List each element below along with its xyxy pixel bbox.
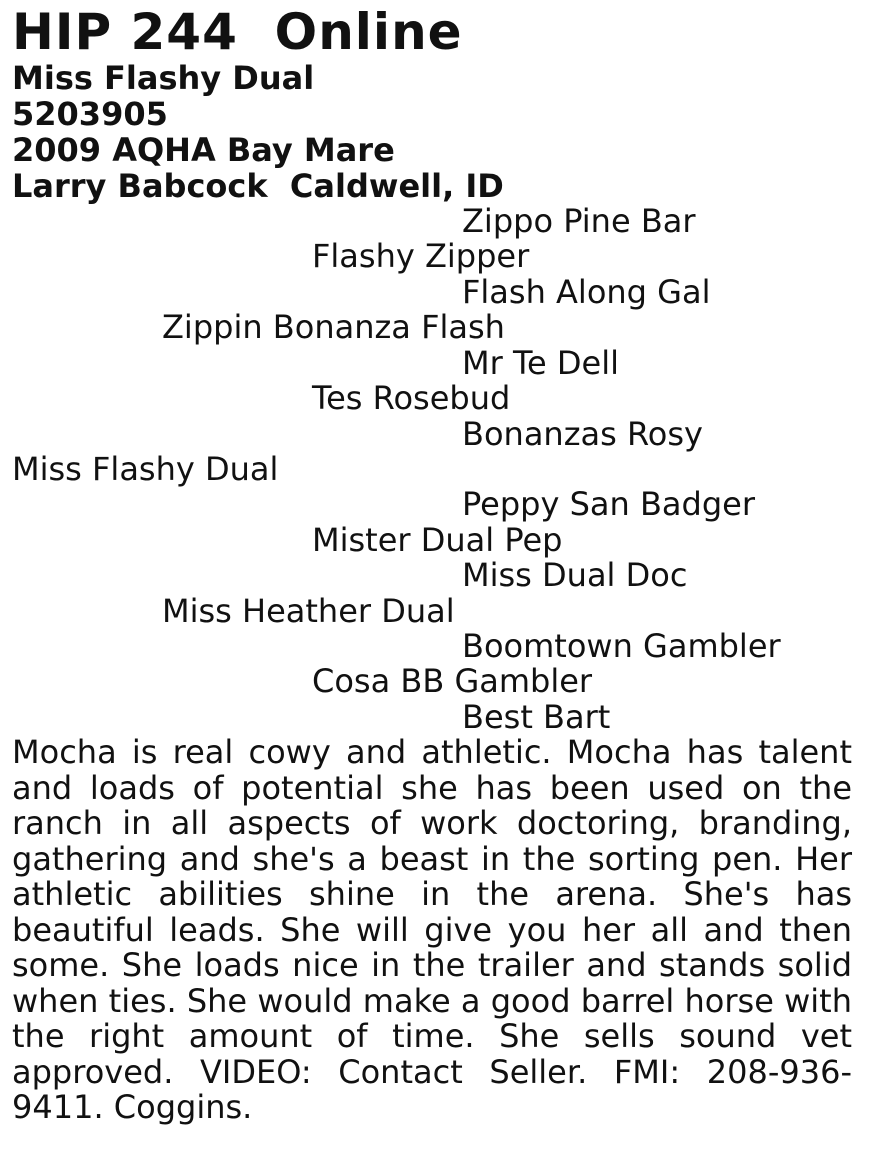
pedigree-subject: Miss Flashy Dual bbox=[12, 450, 279, 488]
pedigree-sire-dam: Tes Rosebud bbox=[312, 379, 511, 417]
pedigree-sire: Zippin Bonanza Flash bbox=[162, 308, 505, 346]
pedigree-dam-dam-dam: Best Bart bbox=[462, 698, 611, 736]
pedigree-dam-sire-sire: Peppy San Badger bbox=[462, 485, 755, 523]
pedigree-sire-sire-dam: Flash Along Gal bbox=[462, 273, 711, 311]
pedigree-sire-dam-sire: Mr Te Dell bbox=[462, 344, 620, 382]
pedigree-dam-dam-sire: Boomtown Gambler bbox=[462, 627, 781, 665]
pedigree-sire-dam-dam: Bonanzas Rosy bbox=[462, 415, 703, 453]
pedigree-dam-sire-dam: Miss Dual Doc bbox=[462, 556, 688, 594]
hip-title: HIP 244 Online bbox=[12, 3, 463, 61]
pedigree-dam-dam: Cosa BB Gambler bbox=[312, 662, 593, 700]
horse-name: Miss Flashy Dual bbox=[12, 59, 315, 97]
pedigree-sire-sire: Flashy Zipper bbox=[312, 237, 530, 275]
registration-number: 5203905 bbox=[12, 95, 168, 133]
pedigree-dam: Miss Heather Dual bbox=[162, 592, 455, 630]
horse-description: Mocha is real cowy and athletic. Mocha has talent and loads of potential she has been used on the ranch in all aspects of work doctoring, branding, gathering and she's a beast in the sorting pen. Her athletic abilities shine in the arena. She's has beautiful leads. She will give you her all and then some. She loads nice in the trailer and stands solid when ties. She would make a good barrel horse with the right amount of time. She sells sound vet approved. VIDEO: Contact Seller. FMI: 208-936-9411. Coggins. bbox=[12, 733, 852, 1126]
pedigree-dam-sire: Mister Dual Pep bbox=[312, 521, 563, 559]
pedigree-sire-sire-sire: Zippo Pine Bar bbox=[462, 202, 696, 240]
consignor-location: Larry Babcock Caldwell, ID bbox=[12, 167, 504, 205]
horse-details: 2009 AQHA Bay Mare bbox=[12, 131, 395, 169]
